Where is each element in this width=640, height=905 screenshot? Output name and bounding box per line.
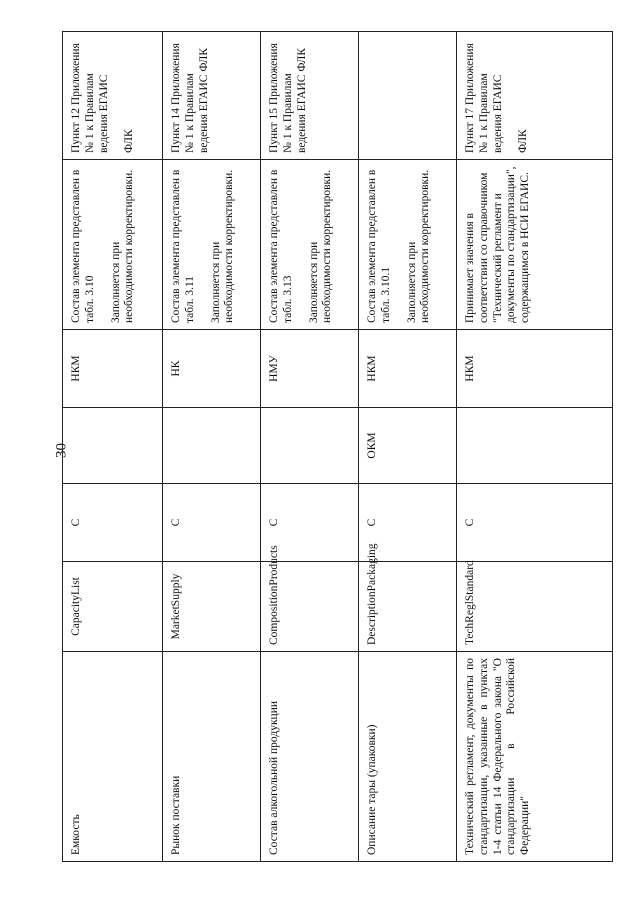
row-type: С [457,484,613,562]
row-code: TechReglStandard [457,562,613,652]
row-conditions [163,160,261,330]
rule-text: ФЛК [517,129,530,153]
page-number: 30 [53,443,70,458]
row-rules [359,32,457,160]
table-row [63,32,163,862]
row-type: С [63,484,163,562]
row-name: Технический регламент, документы по стандартизации, указанные в пунктах 1-4 статьи 14 Федерального закона "О стандартизации в Российской Федерации" [457,652,613,862]
rule-text: Пункт 17 Приложения № 1 к Правилам ведения ЕГАИС [464,43,504,153]
rule-text: Пункт 15 Приложения № 1 к Правилам ведения ЕГАИС ФЛК [268,43,308,153]
condition-text: Принимает значения в соответствии со справочником "Технический регламент и документы по стандартизации", содержащимся в НСИ ЕГАИС. [464,166,532,323]
row-multiplicity: НМУ [261,330,359,408]
row-code: DescriptionPackaging [359,562,457,652]
rule-text: ФЛК [123,129,136,153]
row-required [163,408,261,484]
condition-text: Состав элемента представлен в табл. 3.10 [70,169,96,323]
row-name: Рынок поставки [163,652,261,862]
condition-text: Заполняется при необходимости корректировки. [405,169,432,323]
rule-text: Пункт 12 Приложения № 1 к Правилам ведения ЕГАИС [70,43,110,153]
row-name: Описание тары (упаковки) [359,652,457,862]
condition-text: Заполняется при необходимости корректировки. [209,169,236,323]
row-required [63,408,163,484]
row-code: CapacityList [63,562,163,652]
condition-text: Состав элемента представлен в табл. 3.13 [268,169,294,323]
row-conditions [359,160,457,330]
condition-text: Состав элемента представлен в табл. 3.10.1 [366,169,392,323]
row-conditions [63,160,163,330]
row-required: ОКМ [359,408,457,484]
row-multiplicity: НКМ [63,330,163,408]
row-required [261,408,359,484]
row-name: Состав алкогольной продукции [261,652,359,862]
row-multiplicity: НКМ [359,330,457,408]
row-conditions [457,160,613,330]
rotated-page-content [62,32,612,862]
row-rules [457,32,613,160]
condition-text: Заполняется при необходимости корректировки. [307,169,334,323]
row-rules [63,32,163,160]
table-row [163,32,261,862]
row-rules [163,32,261,160]
row-type: С [163,484,261,562]
row-code: MarketSupply [163,562,261,652]
condition-text: Состав элемента представлен в табл. 3.11 [170,169,196,323]
table-row [457,32,613,862]
row-type: С [359,484,457,562]
row-name: Емкость [63,652,163,862]
requirements-table [62,31,613,862]
row-conditions [261,160,359,330]
row-rules [261,32,359,160]
row-multiplicity: НКМ [457,330,613,408]
row-multiplicity: НК [163,330,261,408]
row-code: CompositionProducts [261,562,359,652]
row-type: С [261,484,359,562]
table-row [359,32,457,862]
rule-text: Пункт 14 Приложения № 1 к Правилам ведения ЕГАИС ФЛК [170,43,210,153]
condition-text: Заполняется при необходимости корректировки. [109,169,136,323]
table-row [261,32,359,862]
row-required [457,408,613,484]
